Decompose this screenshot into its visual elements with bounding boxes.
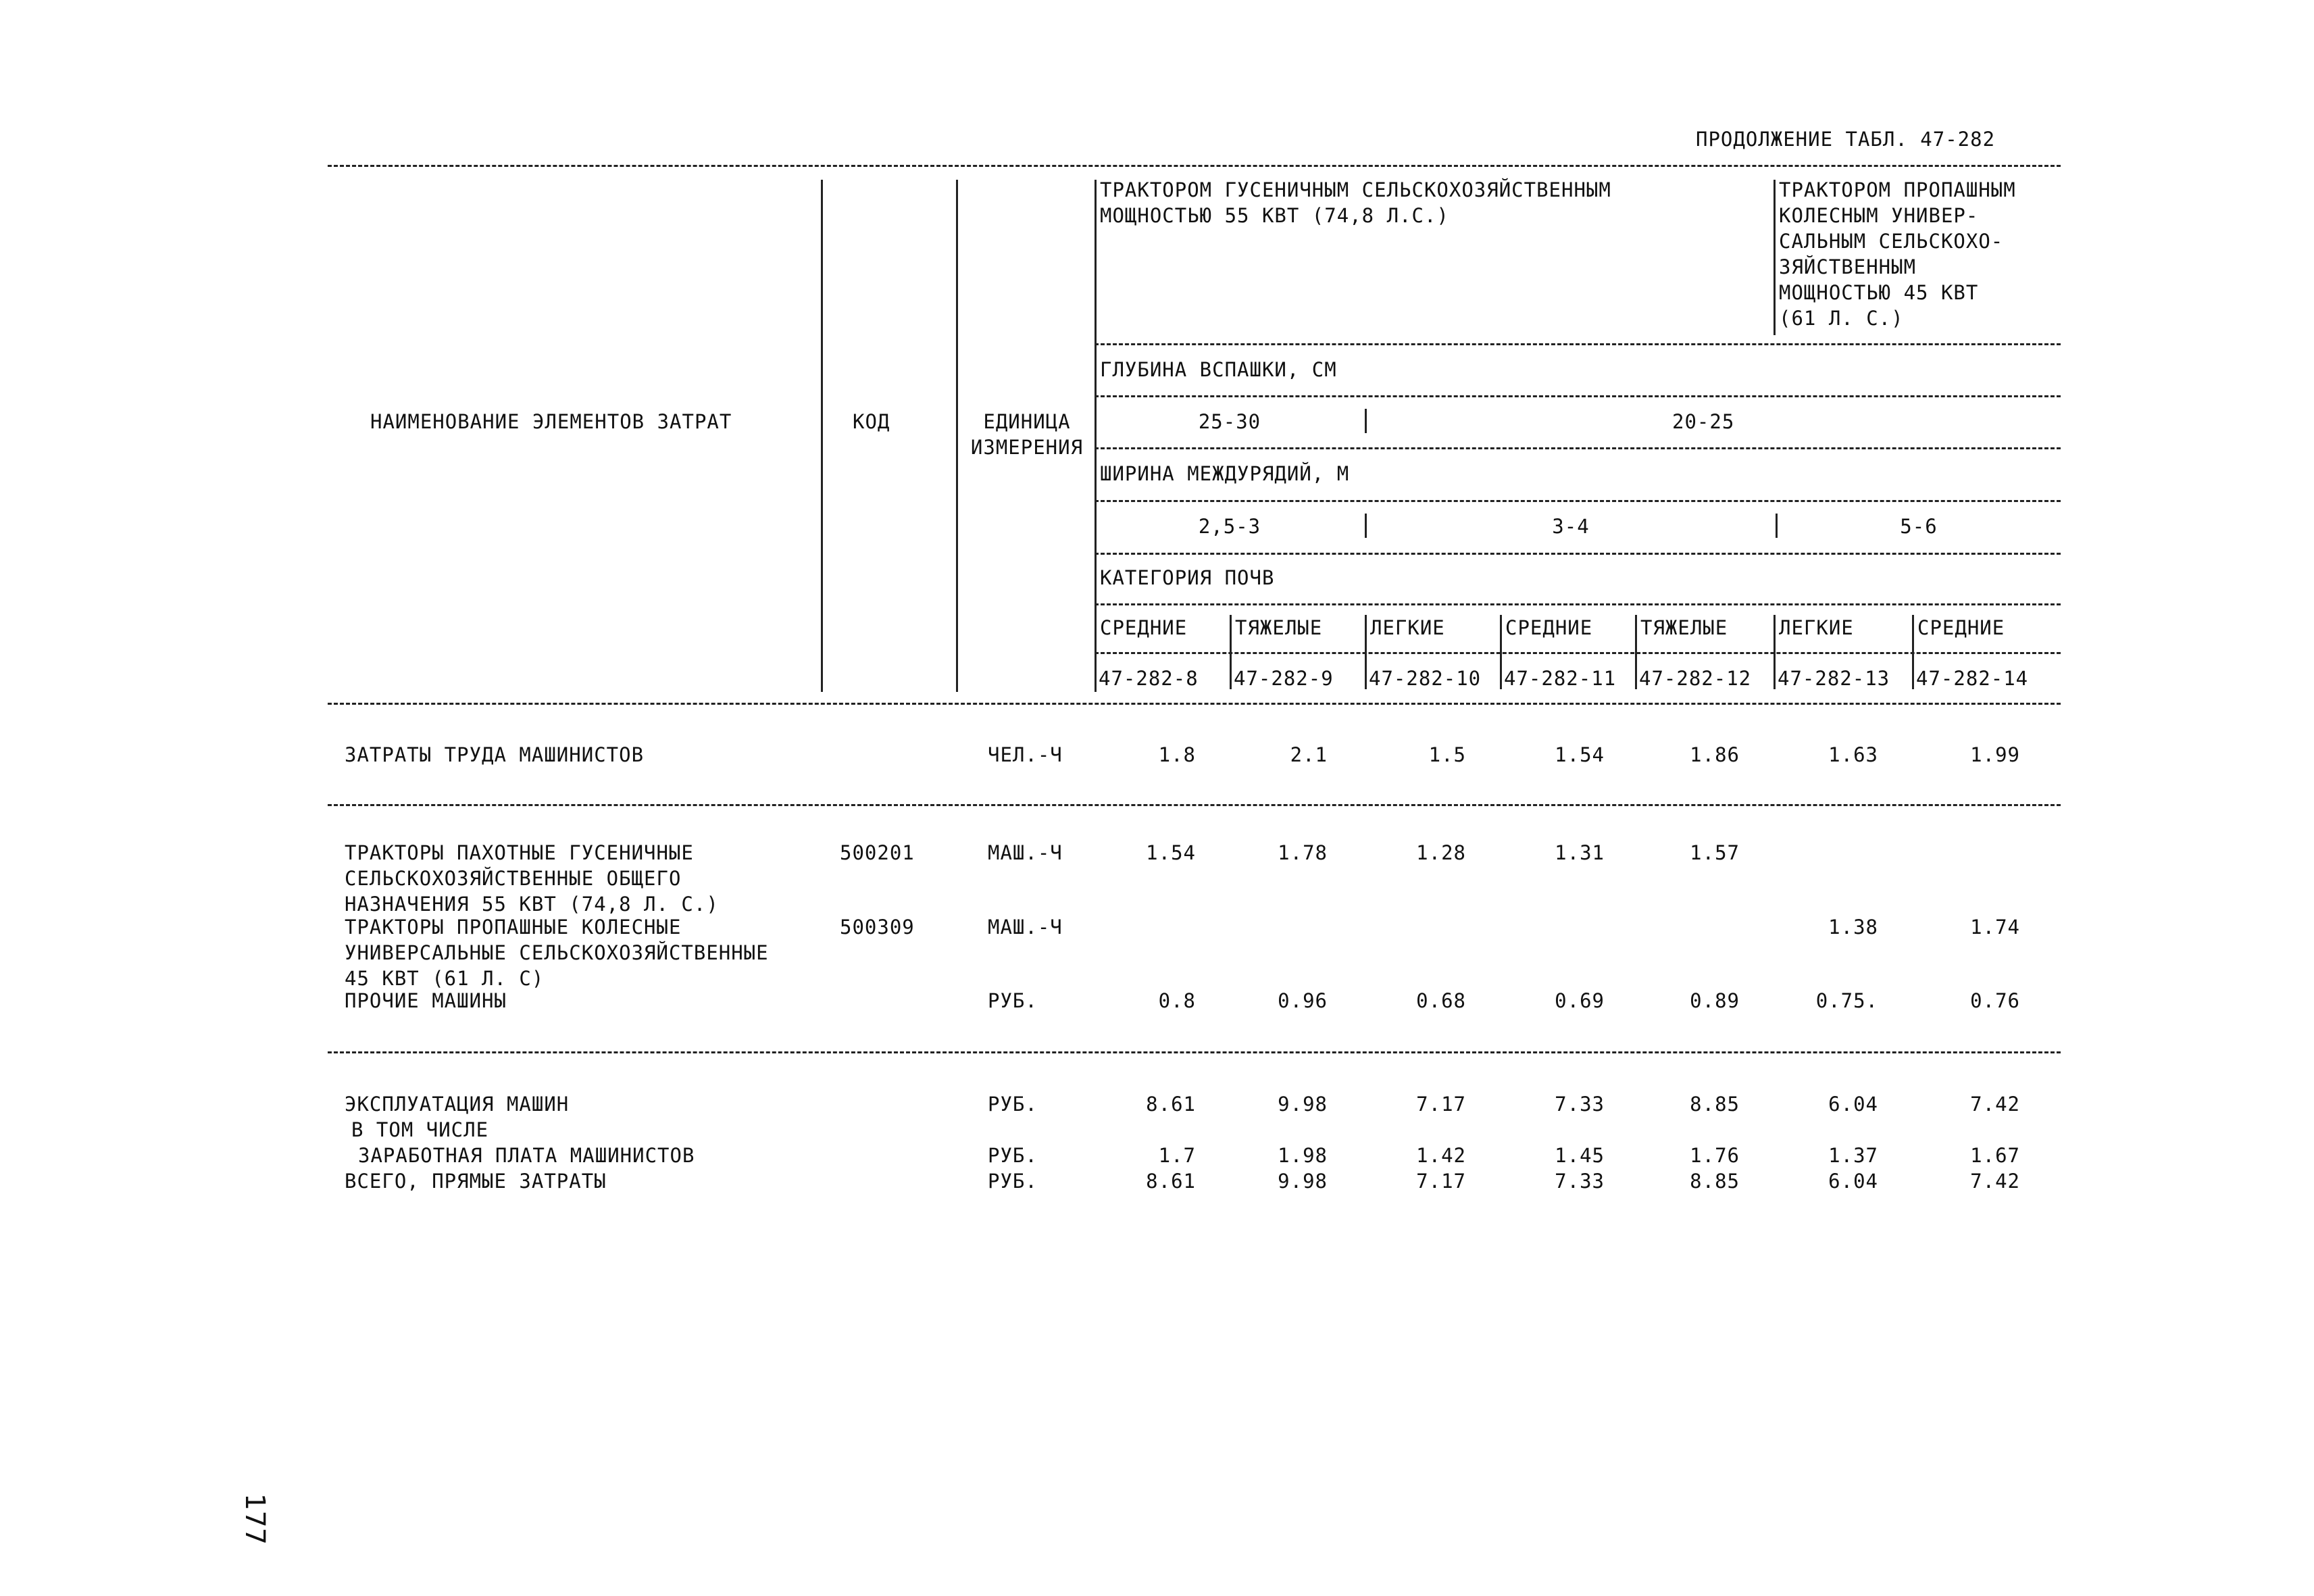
norm-code-2: 47-282-9	[1234, 667, 1334, 690]
row-tractor2-value-7: 1.74	[1970, 916, 2020, 939]
norm-code-6: 47-282-13	[1778, 667, 1890, 690]
header-tractor-wheeled-6: (61 Л. С.)	[1779, 307, 1904, 330]
row-tractor2-unit: МАШ.-Ч	[988, 916, 1063, 939]
soil-label: КАТЕГОРИЯ ПОЧВ	[1100, 566, 1275, 589]
row-operation-value-7: 7.42	[1970, 1093, 2020, 1116]
header-tractor-tracked-1: ТРАКТОРОМ ГУСЕНИЧНЫМ СЕЛЬСКОХОЗЯЙСТВЕННЫМ	[1100, 178, 1611, 201]
norm-code-3: 47-282-10	[1369, 667, 1482, 690]
soil-category-3: ЛЕГКИЕ	[1370, 616, 1445, 639]
rule-after-soil-label	[1095, 603, 2061, 605]
row-operation-value-3: 7.17	[1416, 1093, 1466, 1116]
depth-label: ГЛУБИНА ВСПАШКИ, СМ	[1100, 358, 1337, 381]
row-labor-value-1: 1.8	[1158, 743, 1196, 766]
soil-category-1: СРЕДНИЕ	[1100, 616, 1188, 639]
row-total-unit: РУБ.	[988, 1170, 1038, 1193]
row-tractor1-name-1: ТРАКТОРЫ ПАХОТНЫЕ ГУСЕНИЧНЫЕ	[345, 841, 694, 864]
width-label: ШИРИНА МЕЖДУРЯДИЙ, М	[1100, 462, 1350, 485]
depth-sep	[1365, 409, 1367, 433]
row-wages-name: ЗАРАБОТНАЯ ПЛАТА МАШИНИСТОВ	[358, 1144, 695, 1167]
width-value-b: 3-4	[1552, 515, 1590, 538]
row-total-value-3: 7.17	[1416, 1170, 1466, 1193]
row-tractor1-value-1: 1.54	[1146, 841, 1196, 864]
page-number: 177	[239, 1493, 270, 1545]
row-other-value-4: 0.69	[1555, 989, 1605, 1012]
row-operation-value-2: 9.98	[1278, 1093, 1328, 1116]
row-wages-value-6: 1.37	[1828, 1144, 1878, 1167]
row-other-unit: РУБ.	[988, 989, 1038, 1012]
row-tractor1-name-2: СЕЛЬСКОХОЗЯЙСТВЕННЫЕ ОБЩЕГО	[345, 867, 682, 890]
rule-after-depth-label	[1095, 395, 2061, 397]
norm-code-7: 47-282-14	[1916, 667, 2029, 690]
rule-after-width-label	[1095, 500, 2061, 502]
row-labor-value-4: 1.54	[1555, 743, 1605, 766]
col-sep-1	[821, 180, 823, 692]
header-tractor-wheeled-5: МОЩНОСТЬЮ 45 КВТ	[1779, 281, 1979, 304]
row-tractor2-value-6: 1.38	[1828, 916, 1878, 939]
header-tractor-wheeled-1: ТРАКТОРОМ ПРОПАШНЫМ	[1779, 178, 2016, 201]
soil-category-2: ТЯЖЕЛЫЕ	[1235, 616, 1323, 639]
norm-code-4: 47-282-11	[1504, 667, 1617, 690]
row-wages-value-4: 1.45	[1555, 1144, 1605, 1167]
header-tractor-tracked-2: МОЩНОСТЬЮ 55 КВТ (74,8 Л.С.)	[1100, 204, 1449, 227]
rule-after-labor	[328, 804, 2061, 806]
row-other-name: ПРОЧИЕ МАШИНЫ	[345, 989, 507, 1012]
row-wages-value-2: 1.98	[1278, 1144, 1328, 1167]
row-wages-value-3: 1.42	[1416, 1144, 1466, 1167]
row-labor-value-5: 1.86	[1690, 743, 1740, 766]
header-bottom-rule	[328, 703, 2061, 705]
width-value-c: 5-6	[1900, 515, 1938, 538]
row-tractor2-name-3: 45 КВТ (61 Л. С)	[345, 967, 545, 990]
row-including-name: В ТОМ ЧИСЛЕ	[351, 1118, 489, 1141]
rule-after-width	[1095, 553, 2061, 555]
row-other-value-5: 0.89	[1690, 989, 1740, 1012]
soil-category-5: ТЯЖЕЛЫЕ	[1640, 616, 1728, 639]
row-wages-unit: РУБ.	[988, 1144, 1038, 1167]
row-wages-value-5: 1.76	[1690, 1144, 1740, 1167]
row-total-name: ВСЕГО, ПРЯМЫЕ ЗАТРАТЫ	[345, 1170, 607, 1193]
row-operation-name: ЭКСПЛУАТАЦИЯ МАШИН	[345, 1093, 570, 1116]
rule-after-depth	[1095, 447, 2061, 449]
col-sep-wheeled	[1774, 180, 1776, 335]
row-wages-value-1: 1.7	[1158, 1144, 1196, 1167]
row-other-value-3: 0.68	[1416, 989, 1466, 1012]
row-tractor1-value-4: 1.31	[1555, 841, 1605, 864]
header-tractor-wheeled-3: САЛЬНЫМ СЕЛЬСКОХО-	[1779, 230, 2004, 253]
row-tractor1-value-2: 1.78	[1278, 841, 1328, 864]
row-other-value-6: 0.75.	[1815, 989, 1878, 1012]
header-unit-col-1: ЕДИНИЦА	[983, 410, 1071, 433]
header-tractor-wheeled-4: ЗЯЙСТВЕННЫМ	[1779, 255, 1917, 278]
continuation-label: ПРОДОЛЖЕНИЕ ТАБЛ. 47-282	[1696, 128, 1996, 151]
row-operation-unit: РУБ.	[988, 1093, 1038, 1116]
row-operation-value-4: 7.33	[1555, 1093, 1605, 1116]
row-tractor1-code: 500201	[840, 841, 915, 864]
row-total-value-1: 8.61	[1146, 1170, 1196, 1193]
row-labor-value-2: 2.1	[1290, 743, 1328, 766]
soil-category-7: СРЕДНИЕ	[1917, 616, 2005, 639]
row-total-value-7: 7.42	[1970, 1170, 2020, 1193]
row-total-value-4: 7.33	[1555, 1170, 1605, 1193]
row-operation-value-6: 6.04	[1828, 1093, 1878, 1116]
table-top-rule	[328, 165, 2061, 167]
row-labor-value-7: 1.99	[1970, 743, 2020, 766]
row-labor-value-6: 1.63	[1828, 743, 1878, 766]
row-other-value-2: 0.96	[1278, 989, 1328, 1012]
row-tractor1-name-3: НАЗНАЧЕНИЯ 55 КВТ (74,8 Л. С.)	[345, 893, 719, 916]
row-tractor2-code: 500309	[840, 916, 915, 939]
width-value-a: 2,5-3	[1198, 515, 1261, 538]
row-operation-value-1: 8.61	[1146, 1093, 1196, 1116]
row-other-value-1: 0.8	[1158, 989, 1196, 1012]
row-tractor1-value-3: 1.28	[1416, 841, 1466, 864]
norm-code-5: 47-282-12	[1639, 667, 1752, 690]
soil-category-4: СРЕДНИЕ	[1505, 616, 1593, 639]
row-tractor2-name-2: УНИВЕРСАЛЬНЫЕ СЕЛЬСКОХОЗЯЙСТВЕННЫЕ	[345, 941, 769, 964]
row-other-value-7: 0.76	[1970, 989, 2020, 1012]
rule-after-tractors	[1095, 343, 2061, 345]
rule-after-machines	[328, 1051, 2061, 1053]
rule-after-soils	[1095, 652, 2061, 654]
row-tractor2-name-1: ТРАКТОРЫ ПРОПАШНЫЕ КОЛЕСНЫЕ	[345, 916, 682, 939]
row-total-value-2: 9.98	[1278, 1170, 1328, 1193]
header-code-col: КОД	[853, 410, 890, 433]
header-tractor-wheeled-2: КОЛЕСНЫМ УНИВЕР-	[1779, 204, 1979, 227]
norm-code-1: 47-282-8	[1099, 667, 1199, 690]
row-labor-unit: ЧЕЛ.-Ч	[988, 743, 1063, 766]
row-tractor1-value-5: 1.57	[1690, 841, 1740, 864]
row-tractor1-unit: МАШ.-Ч	[988, 841, 1063, 864]
row-labor-name: ЗАТРАТЫ ТРУДА МАШИНИСТОВ	[345, 743, 645, 766]
row-total-value-5: 8.85	[1690, 1170, 1740, 1193]
depth-value-b: 20-25	[1672, 410, 1735, 433]
row-labor-value-3: 1.5	[1428, 743, 1466, 766]
header-name-col: НАИМЕНОВАНИЕ ЭЛЕМЕНТОВ ЗАТРАТ	[370, 410, 732, 433]
row-total-value-6: 6.04	[1828, 1170, 1878, 1193]
col-sep-3	[1095, 180, 1097, 692]
soil-category-6: ЛЕГКИЕ	[1779, 616, 1854, 639]
row-operation-value-5: 8.85	[1690, 1093, 1740, 1116]
header-unit-col-2: ИЗМЕРЕНИЯ	[970, 436, 1084, 459]
depth-value-a: 25-30	[1198, 410, 1261, 433]
col-sep-2	[956, 180, 958, 692]
row-wages-value-7: 1.67	[1970, 1144, 2020, 1167]
